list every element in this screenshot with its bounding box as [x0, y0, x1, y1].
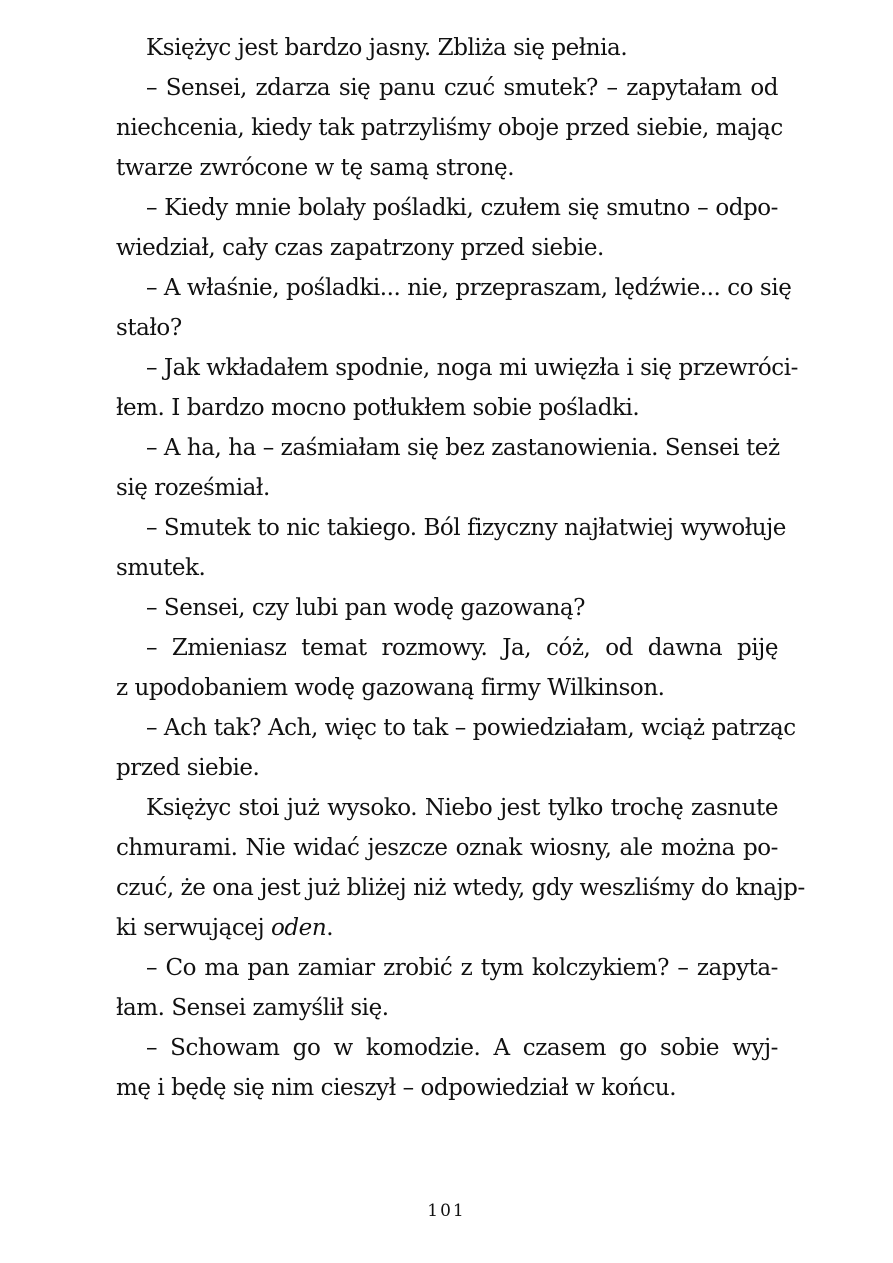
text-line: – Jak wkładałem spodnie, noga mi uwięzła i się przewróci-: [146, 355, 798, 381]
text-line: – Kiedy mnie bolały pośladki, czułem się smutno – odpo-: [146, 195, 778, 221]
text-span: ki serwującej: [116, 915, 271, 941]
page-number: 101: [427, 1201, 466, 1221]
text-line: – Smutek to nic takiego. Ból fizyczny najłatwiej wywołuje: [146, 515, 786, 541]
text-line: – Co ma pan zamiar zrobić z tym kolczykiem? – zapyta-: [146, 955, 778, 981]
text-line: łem. I bardzo mocno potłukłem sobie pośladki.: [116, 395, 640, 421]
text-line: się roześmiał.: [116, 475, 270, 501]
text-span: .: [326, 915, 334, 941]
text-line: łam. Sensei zamyślił się.: [116, 995, 389, 1021]
text-line: chmurami. Nie widać jeszcze oznak wiosny, ale można po-: [116, 835, 778, 861]
text-line: – Sensei, zdarza się panu czuć smutek? – zapytałam od: [146, 75, 778, 101]
text-line: przed siebie.: [116, 755, 260, 781]
text-line: [116, 908, 778, 948]
text-line: – Schowam go w komodzie. A czasem go sobie wyj-: [146, 1035, 778, 1061]
text-line: Księżyc stoi już wysoko. Niebo jest tylko trochę zasnute: [146, 795, 778, 821]
text-line: niechcenia, kiedy tak patrzyliśmy oboje przed siebie, mając: [116, 115, 783, 141]
text-line: stało?: [116, 315, 182, 341]
italic-word: oden: [271, 915, 327, 941]
text-line: Księżyc jest bardzo jasny. Zbliża się pełnia.: [146, 35, 628, 61]
text-line: smutek.: [116, 555, 206, 581]
text-line: twarze zwrócone w tę samą stronę.: [116, 155, 515, 181]
text-line: – Ach tak? Ach, więc to tak – powiedziałam, wciąż patrząc: [146, 715, 796, 741]
text-line: z upodobaniem wodę gazowaną firmy Wilkinson.: [116, 675, 665, 701]
body-text: [116, 28, 805, 1108]
text-line: – Sensei, czy lubi pan wodę gazowaną?: [146, 595, 585, 621]
text-line: czuć, że ona jest już bliżej niż wtedy, gdy weszliśmy do knajp-: [116, 875, 805, 901]
text-line: – Zmieniasz temat rozmowy. Ja, cóż, od dawna piję: [146, 635, 778, 661]
text-line: – A właśnie, pośladki... nie, przepraszam, lędźwie... co się: [146, 275, 792, 301]
text-line: – A ha, ha – zaśmiałam się bez zastanowienia. Sensei też: [146, 435, 780, 461]
text-line: mę i będę się nim cieszył – odpowiedział w końcu.: [116, 1075, 677, 1101]
text-line: wiedział, cały czas zapatrzony przed siebie.: [116, 235, 604, 261]
